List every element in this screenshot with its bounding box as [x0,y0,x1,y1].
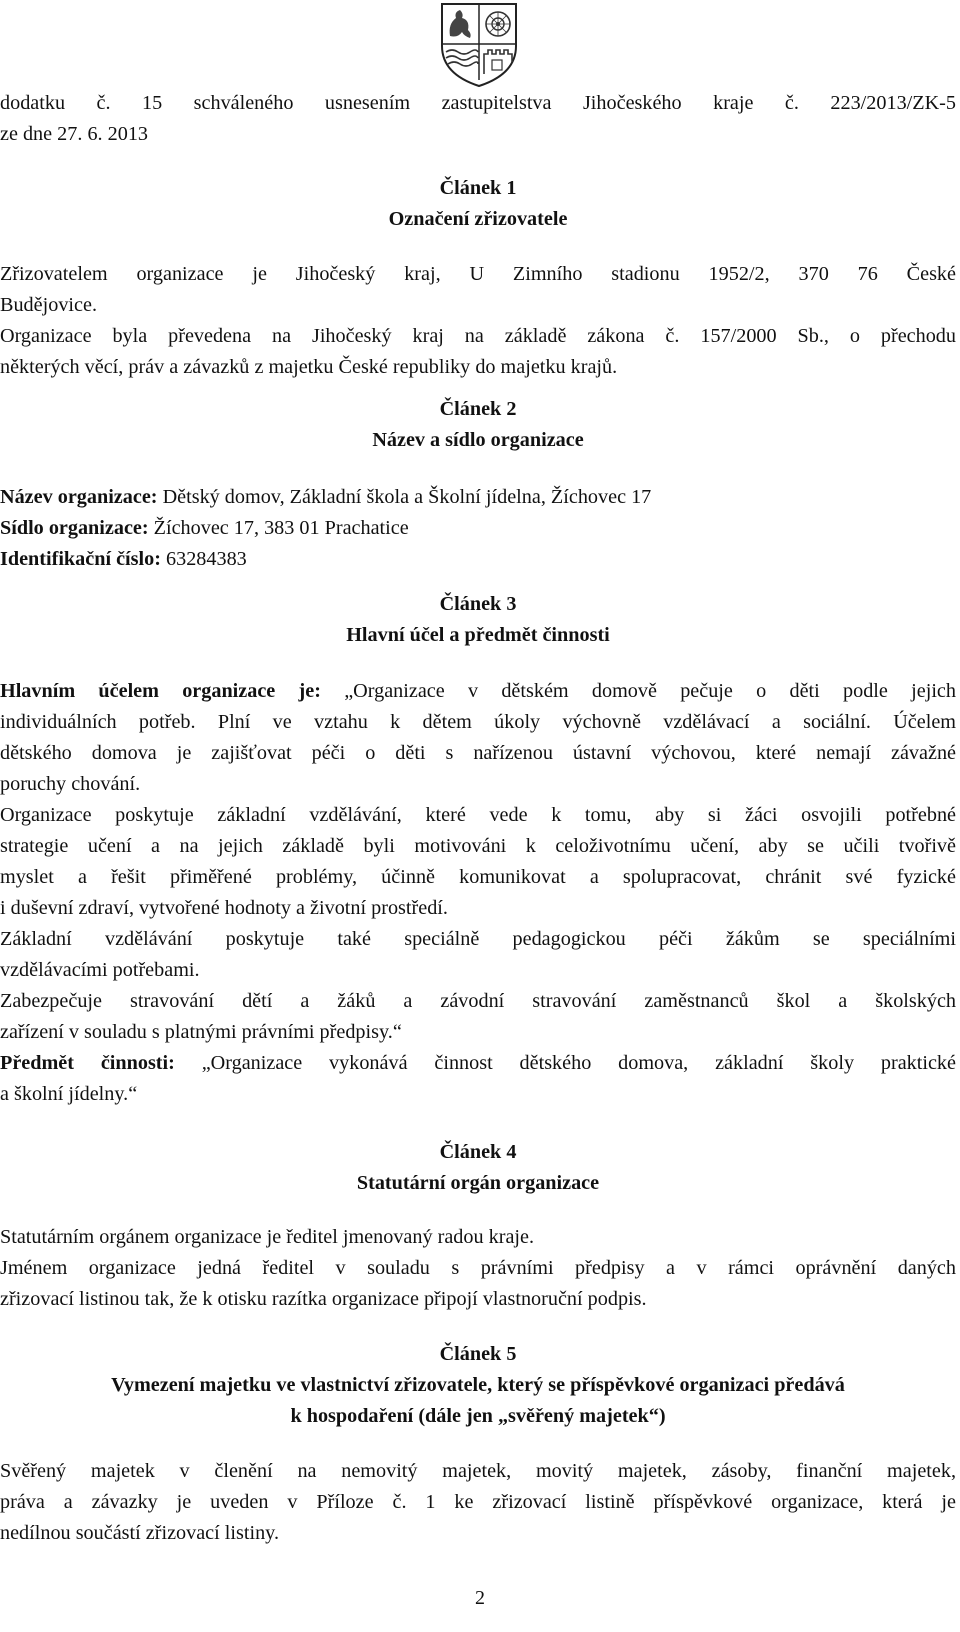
article-5-title-line-2: k hospodaření (dále jen „svěřený majetek“) [290,1405,666,1427]
article-2-heading: Článek 2 [439,398,517,420]
article-3-line: vzdělávacími potřebami. [0,959,200,981]
article-2-title: Název a sídlo organizace [372,429,584,451]
organization-seat-label: Sídlo organizace: [0,517,149,539]
article-1-line: některých věcí, práv a závazků z majetku České republiky do majetku krajů. [0,356,618,378]
article-1-line: Organizace byla převedena na Jihočeský kraj na základě zákona č. 157/2000 Sb., o přechodu [0,325,956,347]
article-3-line: individuálních potřeb. Plní ve vztahu k dětem úkoly výchovně vzdělávací a sociální. Účelem [0,711,956,733]
intro-line-1: dodatku č. 15 schváleného usnesením zastupitelstva Jihočeského kraje č. 223/2013/ZK-5 [0,92,956,114]
organization-name [0,482,956,513]
subject-text: „Organizace vykonává činnost dětského domova, základní školy praktické [174,1052,956,1074]
article-3-line: i duševní zdraví, vytvořené hodnoty a životní prostředí. [0,897,448,919]
purpose-label: Hlavním účelem organizace je: [0,680,321,702]
article-3-heading: Článek 3 [439,593,517,615]
article-4-line: Jménem organizace jedná ředitel v souladu s právními předpisy a v rámci oprávnění daných [0,1257,956,1279]
article-1-line: Zřizovatelem organizace je Jihočeský kraj, U Zimního stadionu 1952/2, 370 76 České [0,263,956,285]
intro-line-2: ze dne 27. 6. 2013 [0,123,149,145]
organization-id-value: 63284383 [160,548,247,570]
organization-seat-value: Žíchovec 17, 383 01 Prachatice [148,517,409,539]
article-3-line: strategie učení a na jejich základě byli motivováni k celoživotnímu učení, aby se učili tvořivě [0,835,956,857]
coat-of-arms-icon [434,0,524,88]
article-3-line: poruchy chování. [0,773,141,795]
organization-name-value: Dětský domov, Základní škola a Školní jídelna, Žíchovec 17 [157,486,652,508]
article-3-line [0,1048,956,1079]
page-number: 2 [475,1587,485,1609]
article-1-line: Budějovice. [0,294,97,316]
article-4-title: Statutární orgán organizace [356,1172,600,1194]
article-3-line: a školní jídelny.“ [0,1083,138,1105]
article-1-heading: Článek 1 [439,177,517,199]
article-3-line: Základní vzdělávání poskytuje také speciálně pedagogickou péči žákům se speciálními [0,928,956,950]
organization-seat [0,513,956,544]
organization-id [0,544,956,575]
purpose-text: „Organizace v dětském domově pečuje o děti podle jejich [320,680,956,702]
article-3-line: myslet a řešit přiměřené problémy, účinně komunikovat a spolupracovat, chránit své fyzické [0,866,956,888]
article-3-title: Hlavní účel a předmět činnosti [346,624,610,646]
article-3-line [0,676,956,707]
article-4-line: zřizovací listinou tak, že k otisku razítka organizace připojí vlastnoruční podpis. [0,1288,647,1310]
article-3-line: zařízení v souladu s platnými právními předpisy.“ [0,1021,402,1043]
article-5-heading: Článek 5 [439,1343,517,1365]
article-5-line: nedílnou součástí zřizovací listiny. [0,1522,280,1544]
article-3-line: dětského domova je zajišťovat péči o děti s nařízenou ústavní výchovou, které nemají závažné [0,742,956,764]
article-4-heading: Článek 4 [439,1141,517,1163]
article-4-line: Statutárním orgánem organizace je ředitel jmenovaný radou kraje. [0,1226,535,1248]
article-3-line: Organizace poskytuje základní vzdělávání, které vede k tomu, aby si žáci osvojili potřebné [0,804,956,826]
article-5-line: Svěřený majetek v členění na nemovitý majetek, movitý majetek, zásoby, finanční majetek, [0,1460,956,1482]
article-5-line: práva a závazky je uveden v Příloze č. 1 ke zřizovací listině příspěvkové organizace, která je [0,1491,956,1513]
organization-name-label: Název organizace: [0,486,158,508]
article-3-line: Zabezpečuje stravování dětí a žáků a závodní stravování zaměstnanců škol a školských [0,990,956,1012]
organization-id-label: Identifikační číslo: [0,548,161,570]
subject-label: Předmět činnosti: [0,1052,175,1074]
article-5-title-line-1: Vymezení majetku ve vlastnictví zřizovatele, který se příspěvkové organizaci předává [111,1374,845,1396]
article-1-title: Označení zřizovatele [388,208,568,230]
